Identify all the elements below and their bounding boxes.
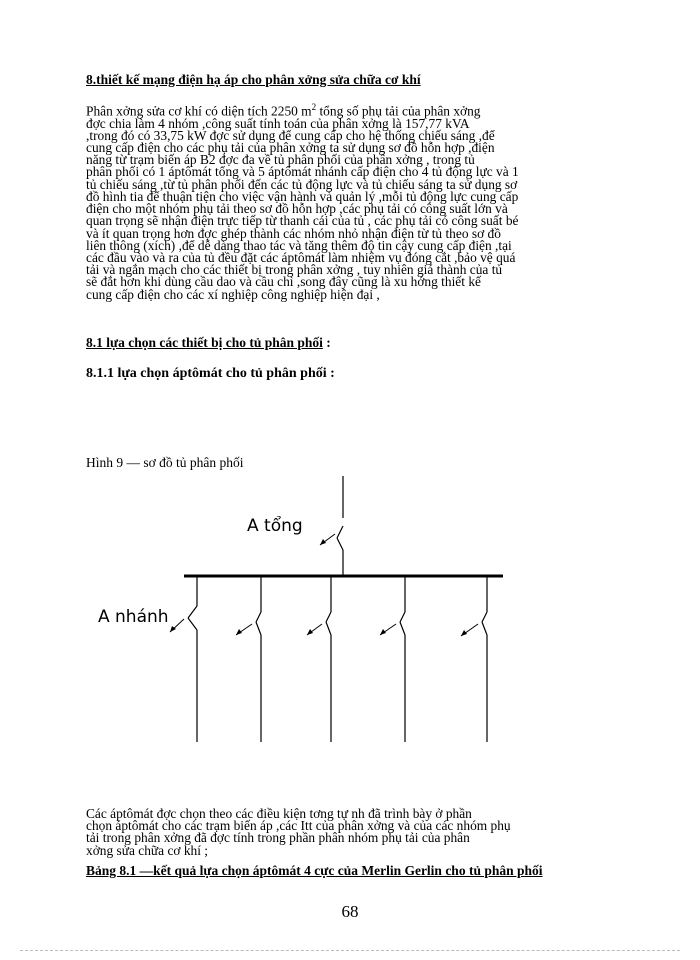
paragraph-line: tủ chiếu sáng ,từ tủ phân phối đến các tủ động lực và tủ chiếu sáng ta sử dụng sơ	[86, 176, 518, 192]
paragraph-line: ,trong đó có 33,75 kW đợc sử dụng để cung cấp cho hệ thống chiếu sáng ,để	[86, 127, 495, 143]
paragraph-line: và ít quan trọng hơn đợc ghép thành các nhóm nhỏ nhận điện từ tủ theo sơ đồ	[86, 225, 501, 241]
line-text: Phân xởng sửa cơ khí có diện tích 2250 m	[86, 103, 312, 119]
table-caption	[86, 864, 626, 878]
arrowhead-icon	[380, 629, 386, 635]
table-caption-text: Bảng 8.1 —kết quả lựa chọn áptômát 4 cực của Merlin Gerlin cho tủ phân phối	[86, 863, 543, 878]
main-breaker-contact	[337, 526, 343, 538]
paragraph-line: đợc chia làm 4 nhóm ,công suất tính toán của phân xởng là 157,77 kVA	[86, 115, 470, 131]
section-heading: 8.thiết kế mạng điện hạ áp cho phân xởng sửa chữa cơ khí	[86, 72, 421, 87]
arrowhead-icon	[461, 630, 467, 636]
superscript: 2	[311, 102, 317, 112]
paragraph-line: tải trong phân xởng đã đợc tính trong phần phân nhóm phụ tải của phân	[86, 830, 470, 846]
selection-paragraph	[86, 808, 626, 857]
page-number: 68	[341, 902, 359, 921]
paragraph-line: sẽ đắt hơn khi dùng cầu dao và cầu chì ,song đây cũng là xu hớng thiết kế	[86, 274, 481, 290]
main-breaker-arrowhead-icon	[320, 539, 326, 545]
paragraph-line: liên thông (xích) ,để dễ dàng thao tác và tăng thêm độ tin cậy cung cấp điện ,tại	[86, 237, 512, 253]
branch-feeder-3	[307, 576, 331, 742]
paragraph-line: đồ hình tia để thuận tiện cho việc vận hành và quản lý ,mỗi tủ động lực cung cấp	[86, 188, 519, 204]
arrowhead-icon	[307, 629, 313, 635]
page-bottom-divider	[20, 950, 680, 951]
line-tail: tổng số phụ tải của phân xởng	[316, 103, 481, 119]
paragraph-line: Các áptômát đợc chọn theo các điều kiện tơng tự nh đã trình bày ở phần	[86, 806, 472, 821]
paragraph-line: phân phối có 1 áptômát tổng và 5 áptômát nhánh cấp điện cho 4 tủ động lực và 1	[86, 164, 519, 180]
paragraph-line: xởng sửa chữa cơ khí ;	[86, 842, 209, 858]
branch-feeder-2	[236, 576, 261, 742]
branch-feeder-1	[170, 576, 197, 742]
branch-feeder-4	[380, 576, 405, 742]
paragraph-line: tải và ngắn mạch cho các thiết bị trong phân xởng , tuy nhiên giá thành của tủ	[86, 262, 503, 278]
subsection-label: 8.1 lựa chọn các thiết bị cho tủ phân phối	[86, 335, 323, 350]
main-breaker-blade	[337, 538, 343, 550]
paragraph-line: năng từ trạm biến áp B2 đợc đa về tủ phân phối của phân xởng , trong tủ	[86, 152, 475, 168]
paragraph-line: các đầu vào và ra của tủ đều đặt các áptômát làm nhiệm vụ đóng cắt ,bảo vệ quá	[86, 249, 516, 265]
subsection-heading-8-1-1: 8.1.1 lựa chọn áptômát cho tủ phân phối :	[86, 366, 335, 381]
main-breaker-label: A tổng	[247, 516, 303, 536]
branch-feeder-5	[461, 576, 487, 742]
arrowhead-icon	[236, 629, 242, 635]
paragraph-line: chọn áptômát cho các trạm biến áp ,các Itt của phân xởng và của các nhóm phụ	[86, 818, 511, 834]
paragraph-line: cung cấp điện cho các xí nghiệp công nghiệp hiện đại ,	[86, 286, 380, 302]
branch-breaker-label: A nhánh	[98, 607, 169, 627]
paragraph-line: cung cấp điện cho các phụ tải của phân xởng ta sử dụng sơ đồ hỗn hợp ,điện	[86, 140, 495, 156]
paragraph-line: điện cho một nhóm phụ tải theo sơ đồ hỗn hợp ,các phụ tải có công suất lớn và	[86, 201, 508, 217]
figure-caption: Hình 9 — sơ đồ tủ phân phối	[86, 455, 244, 470]
subsection-colon: :	[322, 335, 331, 350]
paragraph-line: quan trọng sẽ nhận điện trực tiếp từ thanh cái của tủ , các phụ tải có công suất bé	[86, 213, 519, 229]
